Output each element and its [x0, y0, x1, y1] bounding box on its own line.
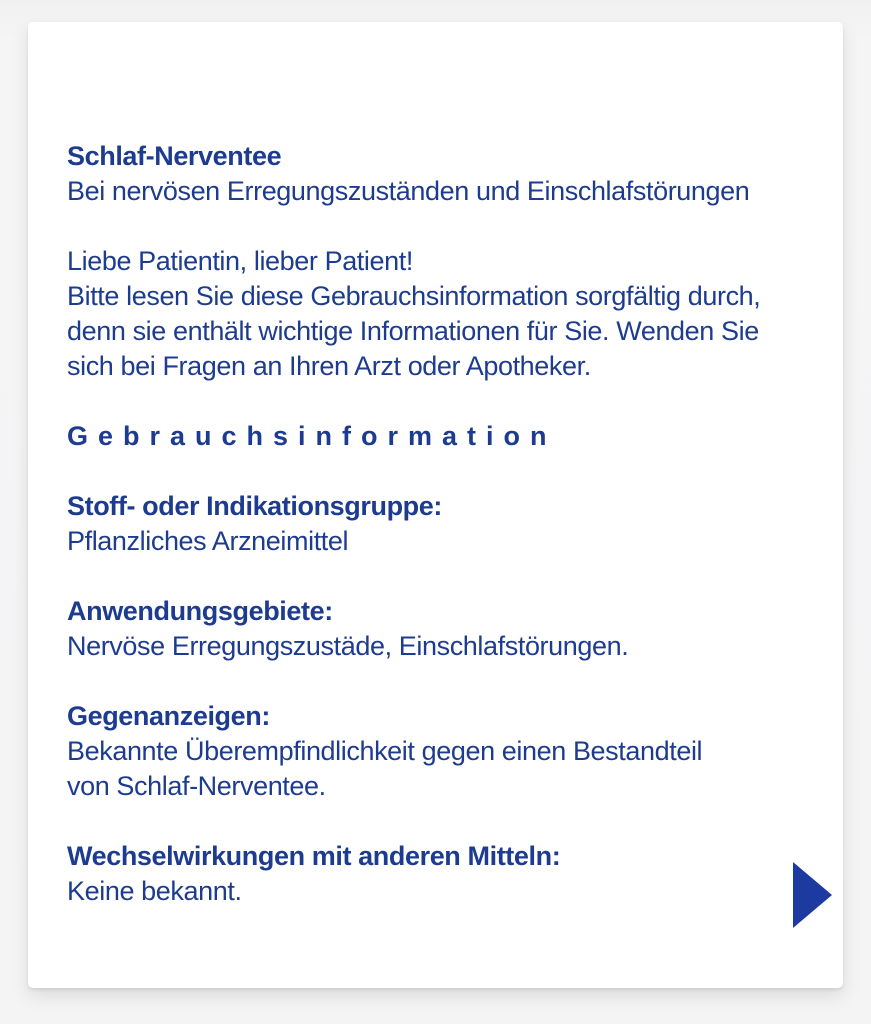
- intro-paragraph: [67, 244, 813, 384]
- section-text: Pflanzliches Arzneimittel: [67, 526, 349, 556]
- section-heading: Gegenanzeigen:: [67, 701, 270, 731]
- section-wechselwirkungen: [67, 839, 813, 909]
- info-heading-block: [67, 419, 813, 454]
- product-subtitle: Bei nervösen Erregungszuständen und Einschlafstörungen: [67, 176, 750, 206]
- product-title: Schlaf-Nerventee: [67, 141, 282, 171]
- section-text: Nervöse Erregungszustäde, Einschlafstörungen.: [67, 631, 629, 661]
- section-indikationsgruppe: [67, 489, 813, 559]
- info-heading: Gebrauchsinformation: [67, 421, 557, 451]
- section-heading: Wechselwirkungen mit anderen Mitteln:: [67, 841, 561, 871]
- section-anwendungsgebiete: [67, 594, 813, 664]
- section-gegenanzeigen: [67, 699, 813, 804]
- product-header: [67, 139, 813, 209]
- next-page-arrow-icon[interactable]: [793, 862, 832, 928]
- section-text: Keine bekannt.: [67, 876, 242, 906]
- intro-line: denn sie enthält wichtige Informationen für Sie. Wenden Sie: [67, 316, 759, 346]
- intro-line: Liebe Patientin, lieber Patient!: [67, 246, 413, 276]
- leaflet-content: [67, 139, 813, 944]
- intro-line: sich bei Fragen an Ihren Arzt oder Apotheker.: [67, 351, 591, 381]
- section-text: Bekannte Überempfindlichkeit gegen einen Bestandteil: [67, 736, 703, 766]
- leaflet-card: [28, 22, 843, 988]
- section-heading: Stoff- oder Indikationsgruppe:: [67, 491, 442, 521]
- section-heading: Anwendungsgebiete:: [67, 596, 333, 626]
- section-text: von Schlaf-Nerventee.: [67, 771, 326, 801]
- intro-line: Bitte lesen Sie diese Gebrauchsinformation sorgfältig durch,: [67, 281, 761, 311]
